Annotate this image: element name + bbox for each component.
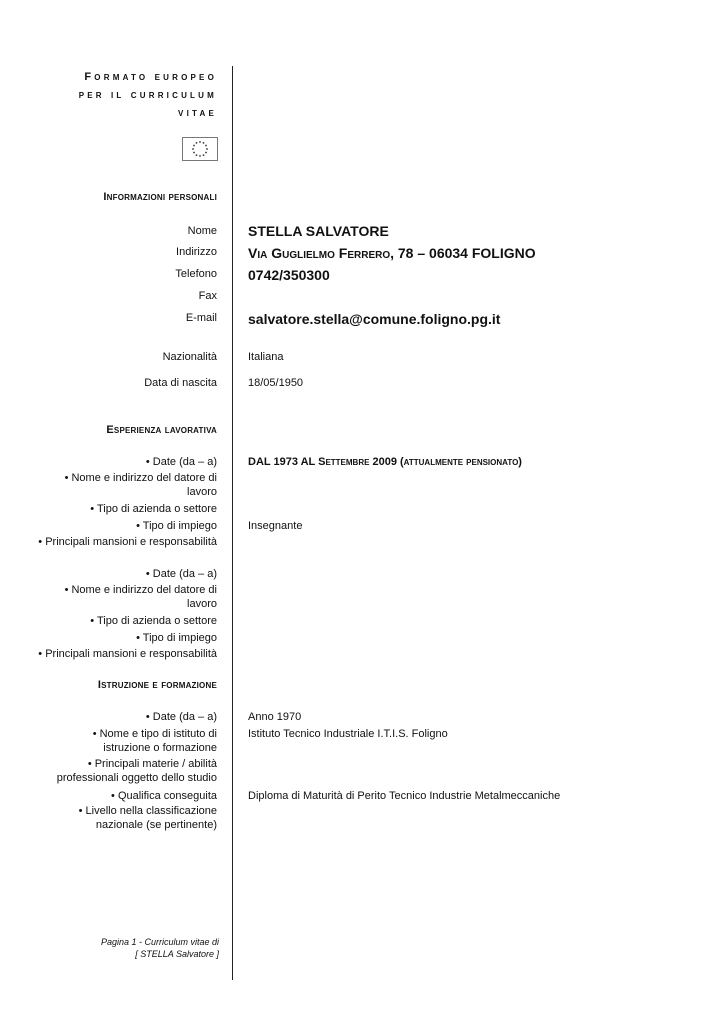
value-birth-date: 18/05/1950 bbox=[248, 377, 304, 389]
work-1-job-value: Insegnante bbox=[248, 520, 303, 532]
work-1-duties-label: • Principali mansioni e responsabilità bbox=[38, 536, 217, 548]
work-2-duties-label: • Principali mansioni e responsabilità bbox=[38, 648, 217, 660]
value-nationality: Italiana bbox=[248, 351, 284, 363]
work-1-sector-label: • Tipo di azienda o settore bbox=[90, 503, 217, 515]
column-divider bbox=[232, 66, 233, 980]
edu-institute-label: • Nome e tipo di istituto di istruzione o formazione bbox=[92, 728, 217, 754]
title-line-3: vitae bbox=[178, 107, 217, 119]
section-work-experience: Esperienza lavorativa bbox=[106, 424, 217, 436]
title-line-2: per il curriculum bbox=[78, 89, 217, 101]
work-1-employer-label: • Nome e indirizzo del datore di lavoro bbox=[64, 472, 217, 498]
work-2-sector-label: • Tipo di azienda o settore bbox=[90, 615, 217, 627]
title-line-1: Formato europeo bbox=[84, 71, 217, 83]
footer-line-1: Pagina 1 - Curriculum vitae di bbox=[100, 937, 219, 947]
value-phone: 0742/350300 bbox=[248, 267, 330, 283]
section-personal-info: Informazioni personali bbox=[103, 191, 217, 203]
edu-qualification-value: Diploma di Maturità di Perito Tecnico Industrie Metalmeccaniche bbox=[248, 790, 561, 802]
edu-dates-label: • Date (da – a) bbox=[145, 711, 217, 723]
label-birth-date: Data di nascita bbox=[144, 377, 217, 389]
work-1-dates-value: DAL 1973 AL Settembre 2009 (attualmente pensionato) bbox=[248, 456, 522, 468]
label-address: Indirizzo bbox=[176, 246, 217, 258]
value-email[interactable]: salvatore.stella@comune.foligno.pg.it bbox=[248, 311, 501, 327]
edu-dates-value: Anno 1970 bbox=[248, 711, 302, 723]
eu-flag-icon bbox=[182, 137, 218, 161]
edu-institute-value: Istituto Tecnico Industriale I.T.I.S. Foligno bbox=[248, 728, 448, 740]
work-2-employer-label: • Nome e indirizzo del datore di lavoro bbox=[64, 584, 217, 610]
label-email: E-mail bbox=[185, 312, 217, 324]
page-footer bbox=[101, 936, 219, 960]
work-2-job-label: • Tipo di impiego bbox=[136, 632, 217, 644]
section-education: Istruzione e formazione bbox=[97, 679, 217, 691]
footer-line-2: [ STELLA Salvatore ] bbox=[135, 949, 219, 959]
work-2-dates-label: • Date (da – a) bbox=[145, 568, 217, 580]
cv-title bbox=[79, 68, 217, 122]
edu-subjects-label: • Principali materie / abilità professionali oggetto dello studio bbox=[56, 758, 217, 784]
label-phone: Telefono bbox=[175, 268, 217, 280]
label-name: Nome bbox=[187, 225, 217, 237]
value-address: Via Guglielmo Ferrero, 78 – 06034 FOLIGNO bbox=[248, 245, 536, 261]
work-1-job-label: • Tipo di impiego bbox=[136, 520, 217, 532]
label-nationality: Nazionalità bbox=[162, 351, 217, 363]
label-fax: Fax bbox=[198, 290, 217, 302]
edu-level-label: • Livello nella classificazione nazionale (se pertinente) bbox=[78, 805, 217, 831]
value-name: STELLA SALVATORE bbox=[248, 223, 389, 239]
edu-qualification-label: • Qualifica conseguita bbox=[111, 790, 217, 802]
eu-stars-icon bbox=[183, 138, 217, 160]
work-1-dates-label: • Date (da – a) bbox=[145, 456, 217, 468]
